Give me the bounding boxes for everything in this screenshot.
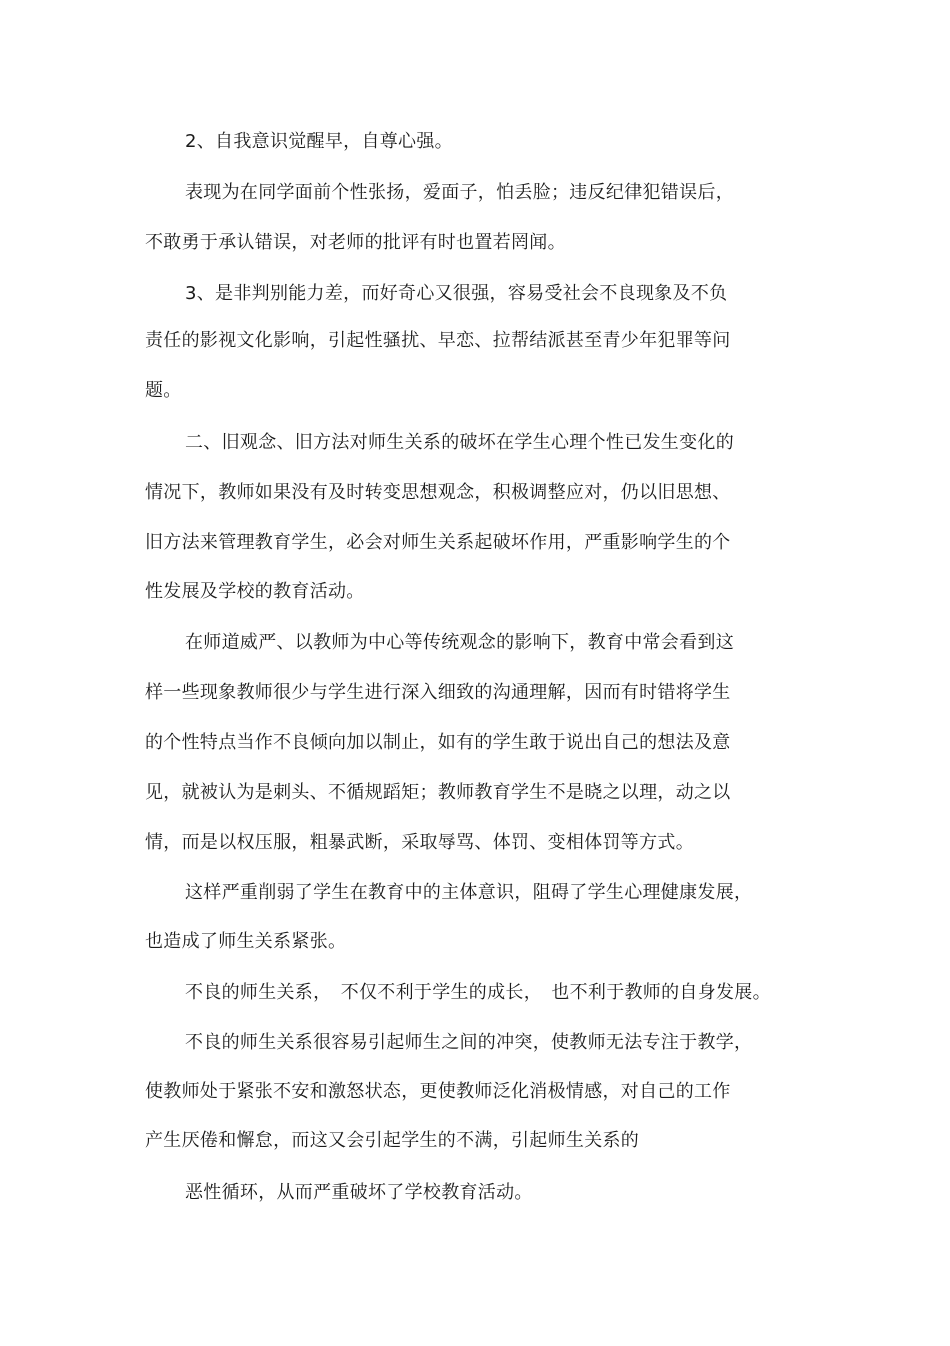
- text-line: 的个性特点当作不良倾向加以制止，如有的学生敢于说出自己的想法及意: [145, 732, 731, 753]
- text-line: 也造成了师生关系紧张。: [145, 931, 347, 952]
- text-line: 见，就被认为是刺头、不循规蹈矩；教师教育学生不是晓之以理，动之以: [145, 782, 731, 803]
- text-line: 这样严重削弱了学生在教育中的主体意识，阻碍了学生心理健康发展，: [185, 882, 753, 903]
- text-line: 2、自我意识觉醒早，自尊心强。: [185, 131, 453, 152]
- text-line: 不敢勇于承认错误，对老师的批评有时也置若罔闻。: [145, 232, 566, 253]
- text-line: 产生厌倦和懈怠，而这又会引起学生的不满，引起师生关系的: [145, 1130, 640, 1151]
- text-line: 3、是非判别能力差，而好奇心又很强，容易受社会不良现象及不负: [185, 283, 728, 304]
- text-line: 旧方法来管理教育学生，必会对师生关系起破坏作用，严重影响学生的个: [145, 532, 731, 553]
- text-line: 责任的影视文化影响，引起性骚扰、早恋、拉帮结派甚至青少年犯罪等问: [145, 330, 731, 351]
- text-line: 不良的师生关系很容易引起师生之间的冲突，使教师无法专注于教学，: [185, 1032, 753, 1053]
- text-line: 性发展及学校的教育活动。: [145, 581, 365, 602]
- text-line: 情，而是以权压服，粗暴武断，采取辱骂、体罚、变相体罚等方式。: [145, 832, 694, 853]
- text-line: 使教师处于紧张不安和激怒状态，更使教师泛化消极情感，对自己的工作: [145, 1081, 731, 1102]
- text-line: 题。: [145, 380, 182, 401]
- text-line: 不良的师生关系， 不仅不利于学生的成长， 也不利于教师的自身发展。: [185, 982, 771, 1003]
- text-line: 表现为在同学面前个性张扬，爱面子，怕丢脸；违反纪律犯错误后，: [185, 182, 734, 203]
- text-line: 样一些现象教师很少与学生进行深入细致的沟通理解，因而有时错将学生: [145, 682, 731, 703]
- text-line: 恶性循环，从而严重破坏了学校教育活动。: [185, 1182, 533, 1203]
- text-line: 二、旧观念、旧方法对师生关系的破坏在学生心理个性已发生变化的: [185, 432, 734, 453]
- text-line: 在师道威严、以教师为中心等传统观念的影响下，教育中常会看到这: [185, 632, 734, 653]
- text-line: 情况下，教师如果没有及时转变思想观念，积极调整应对，仍以旧思想、: [145, 482, 731, 503]
